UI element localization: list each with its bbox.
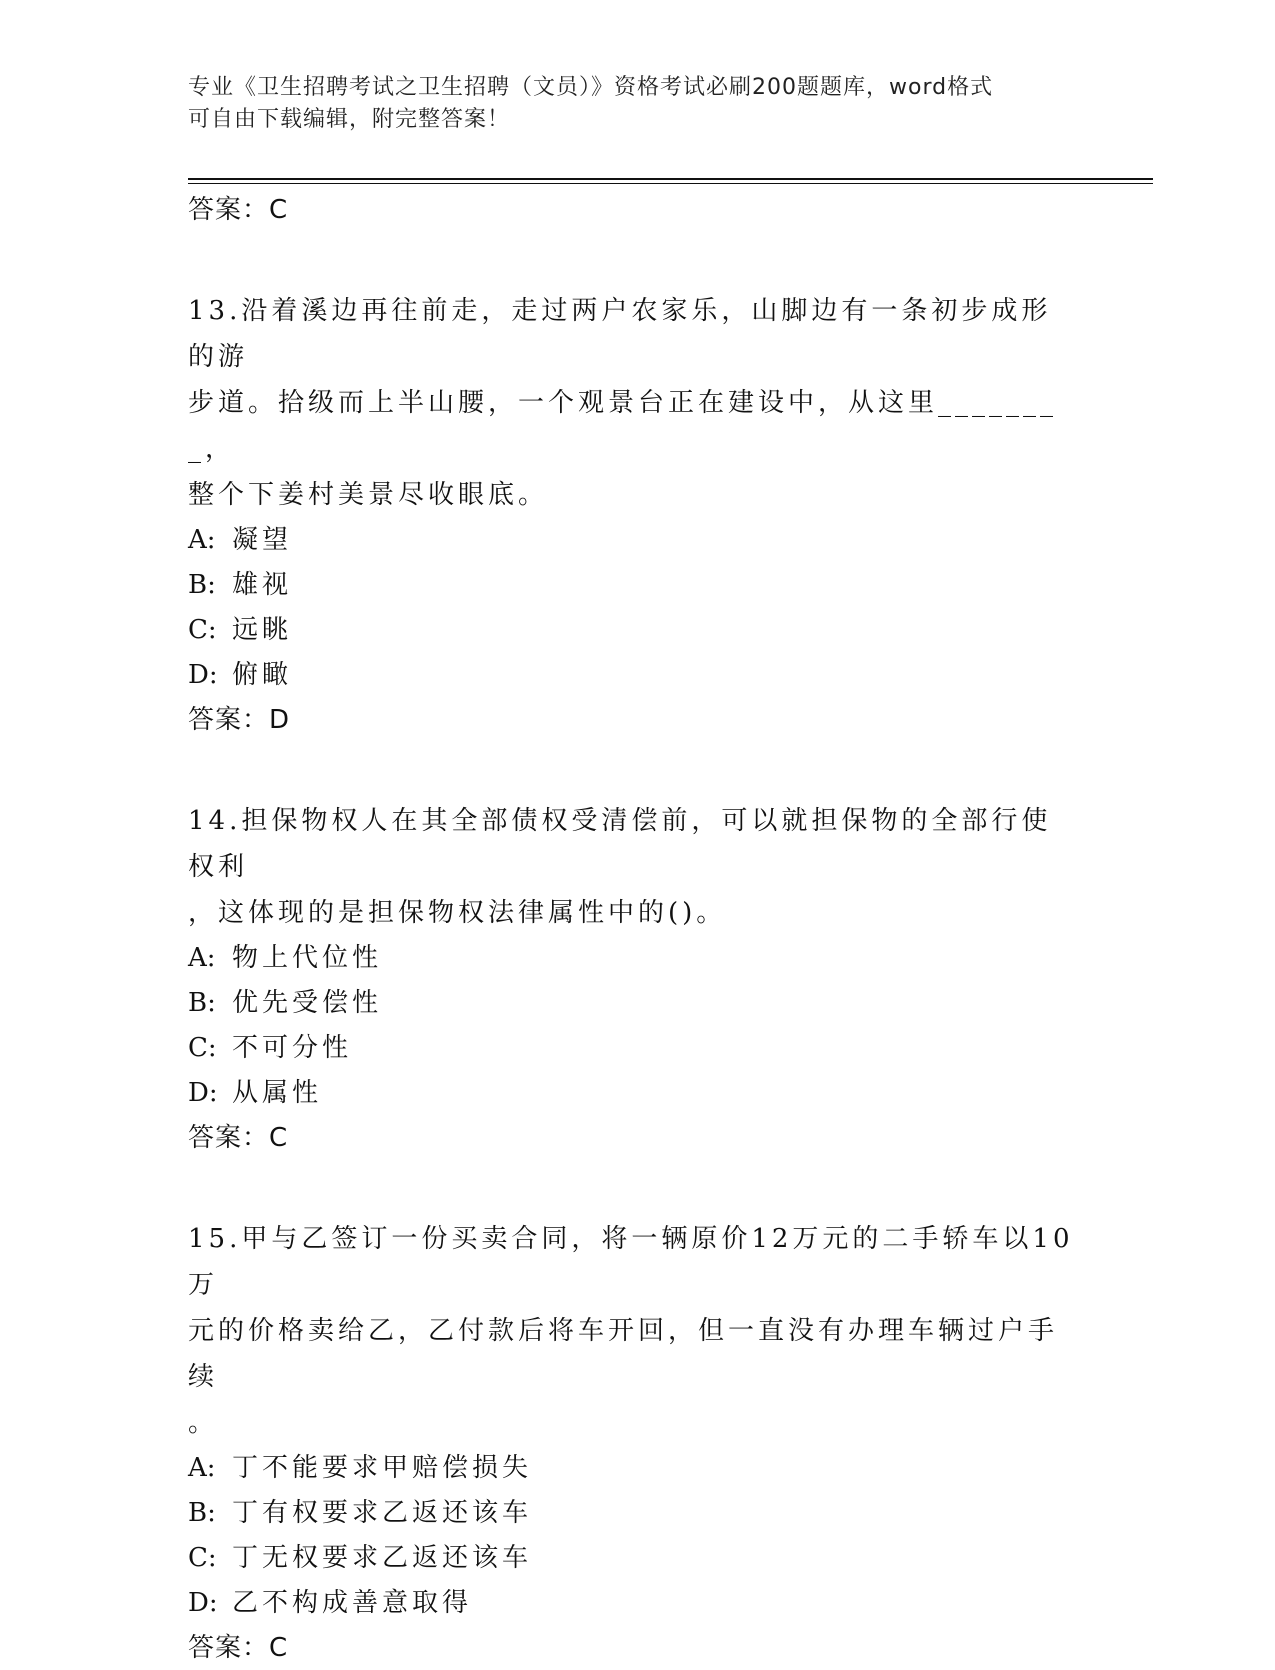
option-letter: A: [188,525,216,555]
question-stem-line: 14.担保物权人在其全部债权受清偿前，可以就担保物的全部行使权利 [188,806,1052,882]
option-letter: D: [188,660,218,690]
option-text: 优先受偿性 [232,988,383,1018]
option-text: 雄视 [232,570,293,600]
option-letter: B: [188,1498,216,1528]
question-stem [188,798,1078,936]
option-letter: C: [188,615,217,645]
option-d [188,1581,1078,1626]
option-letter: A: [188,1453,216,1483]
option-text: 丁无权要求乙返还该车 [232,1543,533,1573]
option-text: 丁不能要求甲赔偿损失 [232,1453,533,1483]
option-b [188,981,1078,1026]
option-letter: B: [188,988,216,1018]
option-d [188,1071,1078,1116]
option-letter: C: [188,1033,217,1063]
question-answer: 答案：D [188,705,291,735]
option-text: 远眺 [232,615,293,645]
question-stem-line: 元的价格卖给乙，乙付款后将车开回，但一直没有办理车辆过户手续 [188,1316,1059,1392]
option-letter: D: [188,1078,218,1108]
header-divider-thin [188,183,1153,184]
option-letter: A: [188,943,216,973]
option-text: 凝望 [232,525,293,555]
header-divider-thick [188,178,1153,180]
previous-question-answer: 答案：C [188,195,289,225]
page-header [188,72,1068,136]
document-body [188,188,1078,1670]
option-b [188,563,1078,608]
option-c [188,1536,1078,1581]
question-stem-line: ，这体现的是担保物权法律属性中的()。 [188,898,727,928]
question-stem-line: 15.甲与乙签订一份买卖合同，将一辆原价12万元的二手轿车以10万 [188,1224,1074,1300]
question-answer: 答案：C [188,1123,289,1153]
option-letter: D: [188,1588,218,1618]
option-b [188,1491,1078,1536]
question-15 [188,1216,1078,1670]
option-text: 丁有权要求乙返还该车 [232,1498,533,1528]
option-d [188,653,1078,698]
question-stem-line: 13.沿着溪边再往前走，走过两户农家乐，山脚边有一条初步成形的游 [188,296,1052,372]
option-text: 从属性 [232,1078,323,1108]
header-title-line-2: 可自由下载编辑，附完整答案！ [188,107,511,132]
option-letter: B: [188,570,216,600]
option-c [188,608,1078,653]
option-a [188,1446,1078,1491]
option-letter: C: [188,1543,217,1573]
question-stem [188,288,1078,518]
question-13 [188,288,1078,742]
option-text: 乙不构成善意取得 [232,1588,473,1618]
option-c [188,1026,1078,1071]
header-title-line-1: 专业《卫生招聘考试之卫生招聘（文员）》资格考试必刷200题题库，word格式 [188,75,994,100]
option-text: 不可分性 [232,1033,353,1063]
question-stem-line: 。 [188,1408,219,1438]
question-stem-line: 步道。拾级而上半山腰，一个观景台正在建设中，从这里________， [188,388,1058,464]
option-a [188,936,1078,981]
question-stem [188,1216,1078,1446]
option-text: 俯瞰 [232,660,293,690]
question-answer: 答案：C [188,1633,289,1663]
option-a [188,518,1078,563]
question-14 [188,798,1078,1160]
question-stem-line: 整个下姜村美景尽收眼底。 [188,480,549,510]
option-text: 物上代位性 [232,943,383,973]
